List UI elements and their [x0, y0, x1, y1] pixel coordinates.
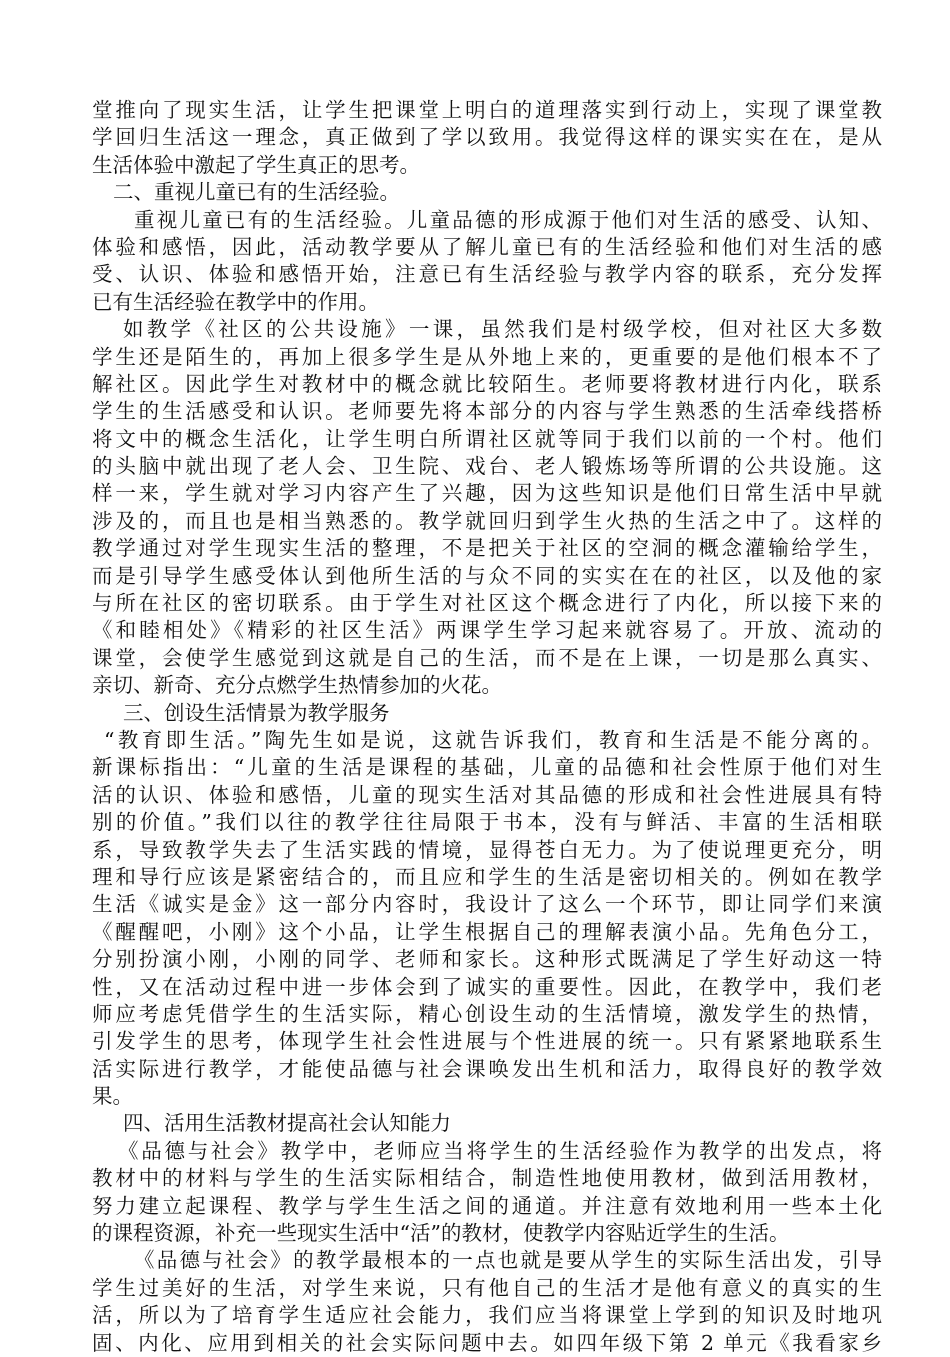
text-line: 与所在社区的密切联系。由于学生对社区这个概念进行了内化，所以接下来的	[92, 591, 882, 616]
text-line: 学回归生活这一理念，真正做到了学以致用。我觉得这样的课实实在在，是从	[92, 125, 882, 150]
text-line: 分别扮演小刚，小刚的同学、老师和家长。这种形式既满足了学生好动这一特	[92, 947, 882, 972]
text-line: 活实际进行教学，才能使品德与社会课唤发出生机和活力，取得良好的教学效	[92, 1056, 882, 1081]
text-line: 学生过美好的生活，对学生来说，只有他自己的生活才是他有意义的真实的生	[92, 1275, 882, 1300]
section-heading: 四、活用生活教材提高社会认知能力	[123, 1111, 451, 1136]
text-line: 《品德与社会》的教学最根本的一点也就是要从学生的实际生活出发，引导	[134, 1248, 882, 1273]
text-line: 活，所以为了培育学生适应社会能力，我们应当将课堂上学到的知识及时地巩	[92, 1303, 882, 1328]
text-line: 《醒醒吧，小刚》这个小品，让学生根据自己的理解表演小品。先角色分工，	[92, 919, 882, 944]
text-line: 而是引导学生感受体认到他所生活的与众不同的实实在在的社区，以及他的家	[92, 563, 882, 588]
text-line: 学生还是陌生的，再加上很多学生是从外地上来的，更重要的是他们根本不了	[92, 344, 882, 369]
text-line: 的头脑中就出现了老人会、卫生院、戏台、老人锻炼场等所谓的公共设施。这	[92, 454, 882, 479]
document-page	[92, 97, 882, 1357]
text-line: 如教学《社区的公共设施》一课，虽然我们是村级学校，但对社区大多数	[123, 317, 882, 342]
text-line: 努力建立起课程、教学与学生生活之间的通道。并注意有效地利用一些本土化	[92, 1193, 882, 1218]
text-line: 引发学生的思考，体现学生社会性进展与个性进展的统一。只有紧紧地联系生	[92, 1029, 882, 1054]
text-line: 《和睦相处》《精彩的社区生活》两课学生学习起来就容易了。开放、流动的	[92, 618, 882, 643]
text-line: 生活体验中激起了学生真正的思考。	[92, 152, 420, 177]
text-line: 课堂，会使学生感觉到这就是自己的生活，而不是在上课，一切是那么真实、	[92, 645, 882, 670]
text-line: 果。	[92, 1084, 133, 1109]
text-line: “教育即生活。”陶先生如是说，这就告诉我们，教育和生活是不能分离的。	[104, 727, 882, 752]
text-line: 的课程资源，补充一些现实生活中“活”的教材，使教学内容贴近学生的生活。	[92, 1221, 790, 1246]
text-line: 固、内化、应用到相关的社会实际问题中去。如四年级下第 2 单元《我看家乡	[92, 1330, 882, 1355]
text-line: 新课标指出：“儿童的生活是课程的基础，儿童的品德和社会性原于他们对生	[92, 755, 882, 780]
text-line: 活的认识、体验和感悟，儿童的现实生活对其品德的形成和社会性进展具有特	[92, 782, 882, 807]
text-line: 《品德与社会》教学中，老师应当将学生的生活经验作为教学的出发点，将	[118, 1138, 882, 1163]
text-line: 样一来，学生就对学习内容产生了兴趣，因为这些知识是他们日常生活中早就	[92, 481, 882, 506]
text-line: 师应考虑凭借学生的生活实际，精心创设生动的生活情境，激发学生的热情，	[92, 1001, 882, 1026]
text-line: 涉及的，而且也是相当熟悉的。教学就回归到学生火热的生活之中了。这样的	[92, 508, 882, 533]
section-heading: 二、重视儿童已有的生活经验。	[113, 180, 400, 205]
text-line: 已有生活经验在教学中的作用。	[92, 289, 379, 314]
text-line: 受、认识、体验和感悟开始，注意已有生活经验与教学内容的联系，充分发挥	[92, 262, 882, 287]
text-line: 教材中的材料与学生的生活实际相结合，制造性地使用教材，做到活用教材，	[92, 1166, 882, 1191]
text-line: 系，导致教学失去了生活实践的情境，显得苍白无力。为了使说理更充分，明	[92, 837, 882, 862]
text-line: 解社区。因此学生对教材中的概念就比较陌生。老师要将教材进行内化，联系	[92, 371, 882, 396]
text-line: 性，又在活动过程中进一步体会到了诚实的重要性。因此，在教学中，我们老	[92, 974, 882, 999]
text-line: 理和导行应该是紧密结合的，而且应和学生的生活是密切相关的。例如在教学	[92, 864, 882, 889]
text-line: 将文中的概念生活化，让学生明白所谓社区就等同于我们以前的一个村。他们	[92, 426, 882, 451]
text-line: 学生的生活感受和认识。老师要先将本部分的内容与学生熟悉的生活牵线搭桥	[92, 399, 882, 424]
text-line: 体验和感悟，因此，活动教学要从了解儿童已有的生活经验和他们对生活的感	[92, 234, 882, 259]
text-line: 教学通过对学生现实生活的整理，不是把关于社区的空洞的概念灌输给学生，	[92, 536, 882, 561]
text-line: 亲切、新奇、充分点燃学生热情参加的火花。	[92, 673, 502, 698]
section-heading: 三、创设生活情景为教学服务	[123, 700, 390, 725]
text-line: 重视儿童已有的生活经验。儿童品德的形成源于他们对生活的感受、认知、	[134, 207, 882, 232]
text-line: 堂推向了现实生活，让学生把课堂上明白的道理落实到行动上，实现了课堂教	[92, 98, 882, 122]
text-line: 生活《诚实是金》这一部分内容时，我设计了这么一个环节，即让同学们来演	[92, 892, 882, 917]
text-line: 别的价值。”我们以往的教学往往局限于书本，没有与鲜活、丰富的生活相联	[92, 810, 882, 835]
